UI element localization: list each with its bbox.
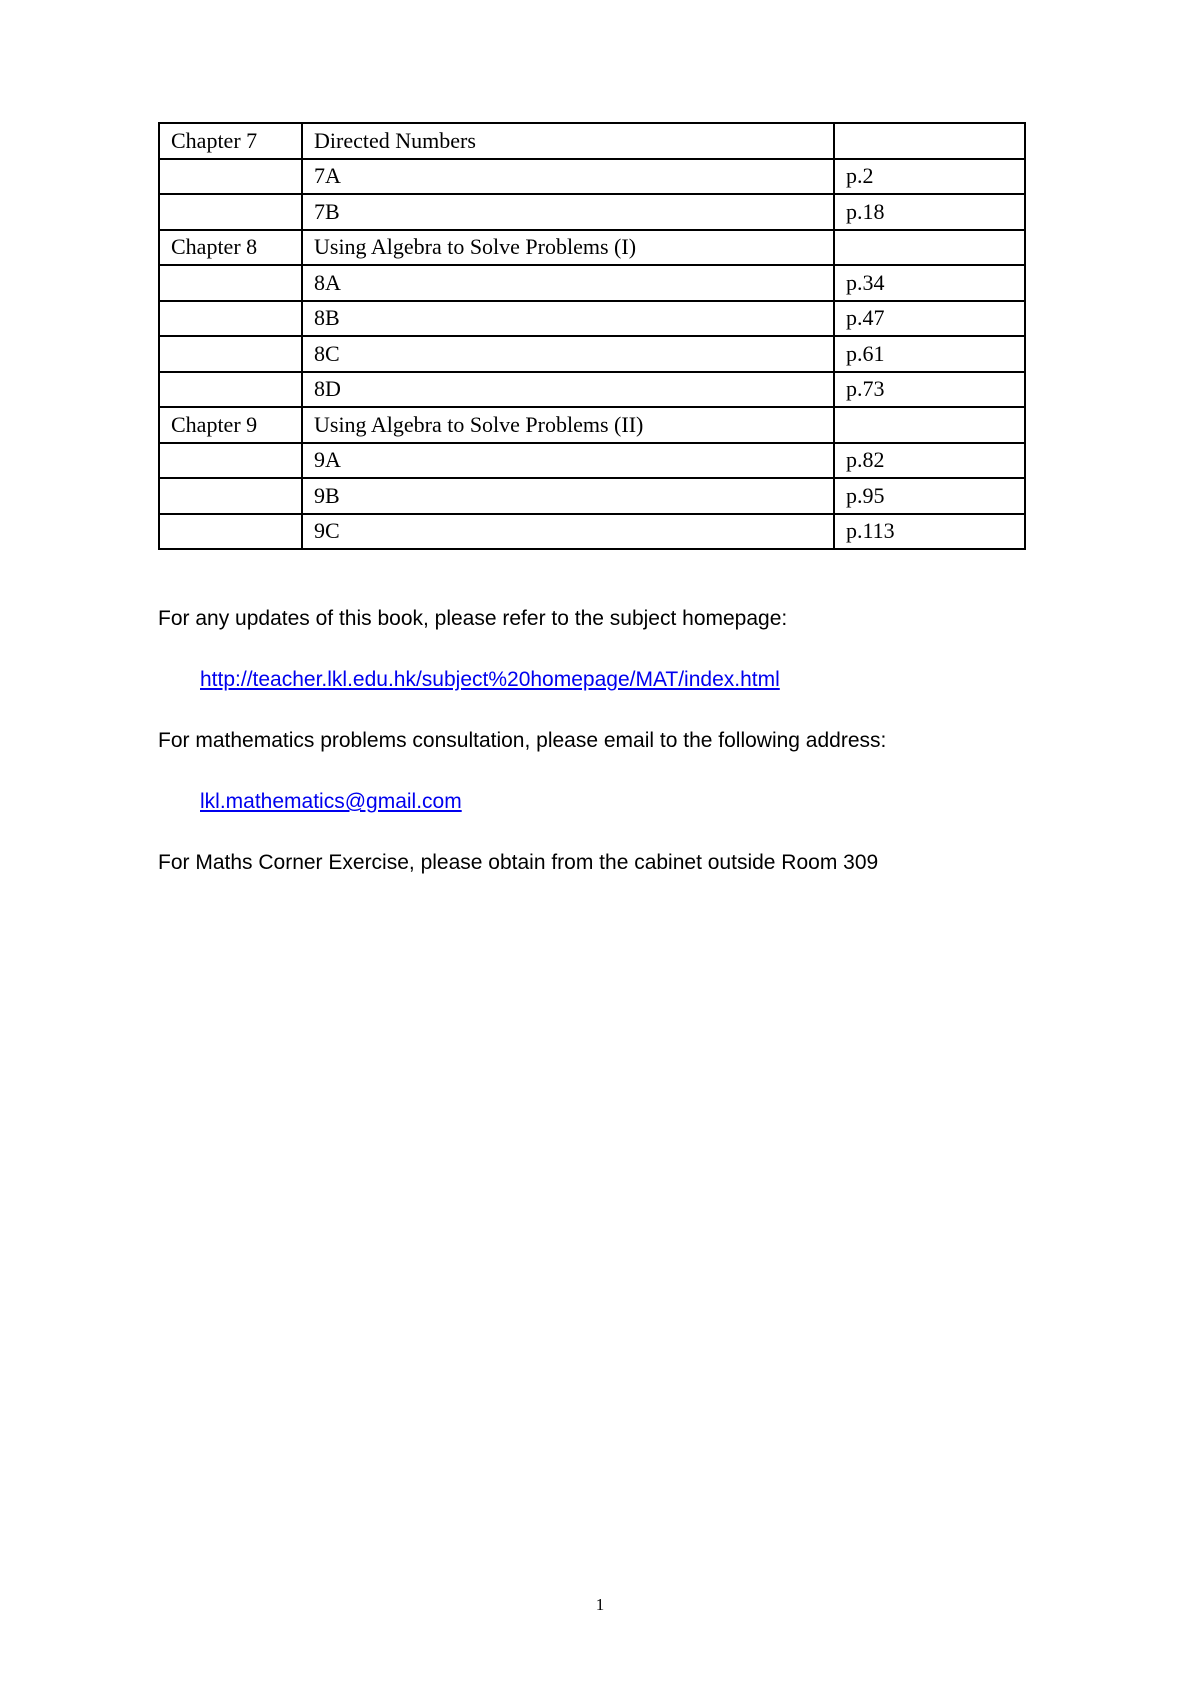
consultation-note: For mathematics problems consultation, please email to the following address: (158, 729, 887, 752)
page-cell (834, 230, 1025, 266)
chapter-cell: Chapter 8 (159, 230, 302, 266)
updates-note: For any updates of this book, please refer to the subject homepage: (158, 607, 788, 630)
table-row (159, 123, 1025, 159)
table-row (159, 265, 1025, 301)
homepage-link[interactable]: http://teacher.lkl.edu.hk/subject%20homepage/MAT/index.html (200, 668, 780, 691)
chapter-cell (159, 336, 302, 372)
page-cell: p.61 (834, 336, 1025, 372)
section-cell: 7B (302, 194, 834, 230)
section-cell: Using Algebra to Solve Problems (I) (302, 230, 834, 266)
section-cell: 8C (302, 336, 834, 372)
chapter-cell (159, 372, 302, 408)
page-cell: p.82 (834, 443, 1025, 479)
contents-table (158, 122, 1026, 550)
chapter-cell (159, 514, 302, 550)
page-cell: p.95 (834, 478, 1025, 514)
table-row (159, 478, 1025, 514)
chapter-cell (159, 159, 302, 195)
section-cell: 9A (302, 443, 834, 479)
chapter-cell: Chapter 9 (159, 407, 302, 443)
page-cell: p.47 (834, 301, 1025, 337)
table-row (159, 407, 1025, 443)
table-row (159, 514, 1025, 550)
page-cell: p.73 (834, 372, 1025, 408)
table-row (159, 194, 1025, 230)
page-cell (834, 407, 1025, 443)
page-cell: p.34 (834, 265, 1025, 301)
chapter-cell (159, 301, 302, 337)
page-number: 1 (595, 1595, 605, 1614)
chapter-cell (159, 478, 302, 514)
page-cell: p.113 (834, 514, 1025, 550)
chapter-cell (159, 194, 302, 230)
section-cell: 9B (302, 478, 834, 514)
table-row (159, 372, 1025, 408)
section-cell: 9C (302, 514, 834, 550)
section-cell: Using Algebra to Solve Problems (II) (302, 407, 834, 443)
section-cell: 8B (302, 301, 834, 337)
maths-corner-note: For Maths Corner Exercise, please obtain from the cabinet outside Room 309 (158, 851, 879, 874)
chapter-cell (159, 265, 302, 301)
page-cell: p.2 (834, 159, 1025, 195)
section-cell: 8A (302, 265, 834, 301)
section-cell: Directed Numbers (302, 123, 834, 159)
section-cell: 8D (302, 372, 834, 408)
table-row (159, 301, 1025, 337)
email-link[interactable]: lkl.mathematics@gmail.com (200, 790, 462, 813)
table-row (159, 159, 1025, 195)
section-cell: 7A (302, 159, 834, 195)
page-cell (834, 123, 1025, 159)
page-cell: p.18 (834, 194, 1025, 230)
table-row (159, 230, 1025, 266)
table-row (159, 443, 1025, 479)
table-row (159, 336, 1025, 372)
chapter-cell: Chapter 7 (159, 123, 302, 159)
chapter-cell (159, 443, 302, 479)
